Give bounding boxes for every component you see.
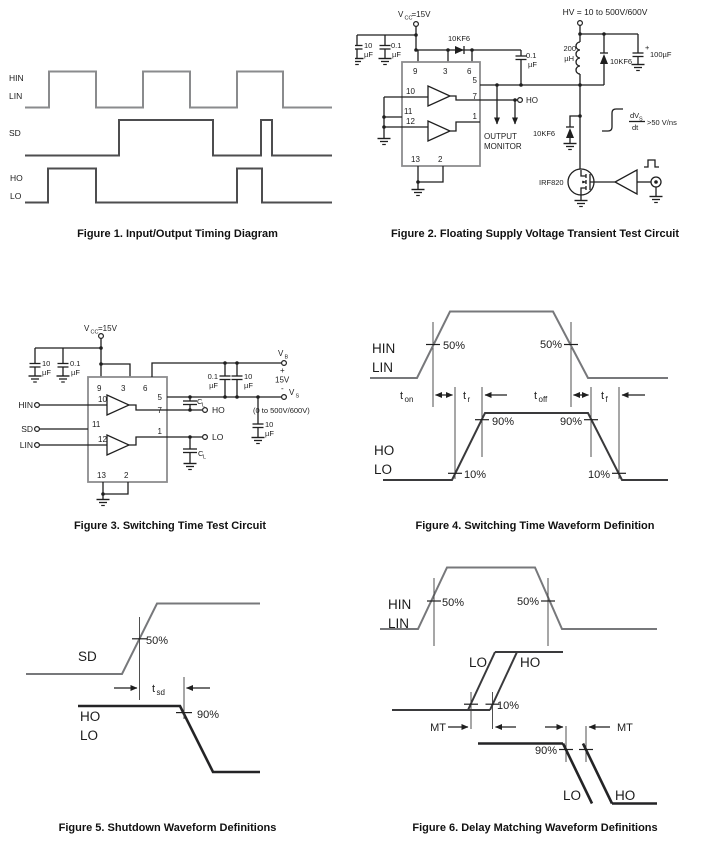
fig3-c01l-unit: µF	[71, 368, 80, 377]
pin-label-2: 2	[438, 155, 443, 164]
tr-label-sub: r	[467, 395, 471, 404]
fig1-label-sd: SD	[9, 128, 21, 138]
tf-label-sub: f	[605, 395, 608, 404]
capacitor-0p1uf-vb	[516, 56, 527, 60]
fig5-90pct: 90%	[197, 709, 220, 721]
fig4-90pct-rise: 90%	[492, 416, 515, 428]
vcc-terminal	[414, 22, 419, 27]
figure3-caption: Figure 3. Switching Time Test Circuit	[73, 520, 267, 532]
hin-lin-waveform	[25, 72, 332, 108]
fig2-ho-label: HO	[526, 96, 538, 105]
figure3-switching-time-test-circuit	[0, 250, 355, 512]
fig6-mt1-label: MT	[430, 722, 446, 734]
pin-label-13: 13	[411, 155, 420, 164]
hv-supply-label: HV = 10 to 500V/600V	[562, 7, 648, 17]
fig2-c100-label: 100µF	[650, 50, 672, 59]
output-monitor-line1: OUTPUT	[484, 132, 517, 141]
fig2-c10-unit: µF	[364, 50, 373, 59]
capacitor-100uf	[633, 34, 644, 64]
fig3-c10b-unit: µF	[265, 429, 274, 438]
figure2-transient-test-circuit	[355, 0, 715, 222]
lin-terminal	[35, 443, 40, 448]
hv-terminal	[578, 21, 583, 26]
fig6-lo2-label: LO	[562, 788, 581, 803]
ground-symbol	[97, 500, 110, 506]
fig5-50pct: 50%	[146, 635, 169, 647]
fig2-c01-value: 0.1	[391, 41, 402, 50]
fig4-90pct-fall: 90%	[559, 416, 582, 428]
hin-terminal	[35, 403, 40, 408]
fig3-lo-label: LO	[212, 432, 224, 442]
pin-label-5: 5	[157, 393, 162, 402]
ground-symbol	[412, 190, 425, 196]
fig3-vs-label: V	[289, 388, 295, 397]
fig4-50pct-rise: 50%	[443, 340, 466, 352]
fig3-vb-sub: B	[284, 354, 289, 361]
fig3-c01r-unit: µF	[209, 381, 218, 390]
fig2-d2-label: 10KF6	[610, 57, 633, 66]
fig6-ho1-label: HO	[520, 655, 541, 670]
reference-lines-50	[434, 578, 548, 646]
capacitor-cl-high	[183, 397, 197, 410]
fig6-90pct: 90%	[534, 745, 557, 757]
fig3-c01l-value: 0.1	[70, 359, 81, 368]
fig3-c10r-value: 10	[244, 372, 253, 381]
dvdt-rate: >50 V/ns	[647, 118, 677, 127]
diode-10kf6-clamp	[600, 34, 608, 85]
figure4-caption: Figure 4. Switching Time Waveform Definition	[415, 520, 655, 532]
ho-lo-waveform	[78, 706, 260, 772]
fig2-c100-plus: +	[645, 43, 650, 52]
figure4-switching-waveform	[355, 250, 715, 512]
fig3-c10r-unit: µF	[244, 381, 253, 390]
pin-label-10: 10	[98, 395, 107, 404]
pin-label-11: 11	[404, 107, 413, 116]
fig4-label-lo: LO	[374, 462, 393, 477]
pin-label-1: 1	[157, 427, 162, 436]
fig3-cl1-sub: L	[202, 402, 206, 409]
ground-symbol	[575, 201, 588, 207]
fig5-label-lo: LO	[80, 728, 99, 743]
toff-label-sub: off	[538, 395, 548, 404]
capacitor-10uf	[355, 46, 363, 50]
fig3-cl2-sub: L	[203, 454, 207, 461]
vb-terminal	[282, 361, 287, 366]
fig2-d1-label: 10KF6	[448, 34, 471, 43]
fig2-c01-unit: µF	[392, 50, 401, 59]
pin-label-5: 5	[472, 76, 477, 85]
fig4-label-ho: HO	[374, 443, 395, 458]
ground-symbol	[29, 376, 42, 382]
ground-symbol	[632, 65, 645, 71]
fig3-c01r-value: 0.1	[207, 372, 218, 381]
ground-symbol	[564, 144, 577, 150]
fig2-vcc-sub: CC	[404, 15, 413, 22]
fig3-vb-label: V	[278, 349, 284, 358]
fig2-c01b-unit: µF	[528, 60, 537, 69]
tr-label: t	[463, 390, 467, 402]
vcc-terminal	[99, 334, 104, 339]
fig6-lo1-label: LO	[468, 655, 487, 670]
ground-symbol	[355, 59, 364, 65]
diode-10kf6-gate	[566, 127, 574, 138]
ground-symbol	[252, 438, 265, 444]
fig3-lin-label: LIN	[19, 440, 33, 450]
fig1-label-ho: HO	[10, 173, 23, 183]
capacitor-0p1uf	[58, 364, 69, 368]
fig3-vs-sub: S	[295, 393, 300, 400]
fig6-label-lin: LIN	[388, 616, 410, 631]
fig3-vs-range: (0 to 500V/600V)	[253, 406, 310, 415]
ton-label-sub: on	[404, 395, 414, 404]
capacitor-0p1uf	[380, 46, 391, 50]
fig3-vcc-label: V	[84, 324, 90, 333]
fig3-c10l-value: 10	[42, 359, 51, 368]
ground-symbol	[379, 59, 392, 65]
toff-label: t	[534, 390, 538, 402]
pulse-generator-connector	[651, 177, 661, 187]
fig4-label-lin: LIN	[372, 360, 394, 375]
pin-label-3: 3	[443, 67, 448, 76]
pin-label-6: 6	[467, 67, 472, 76]
pin-label-12: 12	[98, 435, 107, 444]
pin-label-9: 9	[413, 67, 418, 76]
ic-chip	[402, 62, 480, 166]
fig3-hin-label: HIN	[18, 400, 33, 410]
fig2-c01b-value: 0.1	[526, 51, 537, 60]
tsd-label-sub: sd	[156, 688, 165, 697]
pin-label-7: 7	[472, 92, 477, 101]
pin-label-1: 1	[472, 112, 477, 121]
output-monitor-line2: MONITOR	[484, 142, 522, 151]
capacitor-cl-low	[183, 437, 197, 463]
dvdt-denominator: dt	[632, 123, 639, 132]
ground-symbol	[184, 464, 197, 470]
ho-terminal	[518, 98, 523, 103]
pin-label-6: 6	[143, 384, 148, 393]
figure5-shutdown-waveform	[0, 545, 355, 815]
fig5-label-ho: HO	[80, 709, 101, 724]
sd-waveform	[25, 120, 332, 156]
fig3-vcc-value: =15V	[98, 324, 117, 333]
fig1-label-lo: LO	[10, 191, 22, 201]
figure1-timing-diagram	[0, 0, 355, 222]
capacitor-0p1uf-vb	[220, 363, 231, 397]
fig2-vcc-value: =15V	[411, 10, 431, 19]
mosfet-irf820	[568, 169, 615, 195]
sd-terminal	[35, 427, 40, 432]
figure1-caption: Figure 1. Input/Output Timing Diagram	[77, 228, 278, 240]
figure6-caption: Figure 6. Delay Matching Waveform Definitions	[412, 822, 658, 834]
figure6-delay-matching-waveform	[355, 545, 715, 815]
fig3-sd-label: SD	[21, 424, 33, 434]
pin-label-2: 2	[124, 471, 129, 480]
dvdt-numerator-sub: S	[639, 116, 643, 123]
vs-terminal	[282, 395, 287, 400]
tf-label: t	[601, 390, 605, 402]
fig2-mosfet-label: IRF820	[539, 178, 564, 187]
fig2-vcc-label: V	[398, 10, 404, 19]
fig6-ho2-label: HO	[615, 788, 636, 803]
pin-label-3: 3	[121, 384, 126, 393]
fig2-d3-label: 10KF6	[533, 129, 556, 138]
fig3-vcc-sub: CC	[90, 329, 99, 336]
fig3-cl2-label: C	[198, 449, 204, 458]
reference-lines	[140, 617, 185, 719]
tsd-label: t	[152, 683, 156, 695]
fig6-50pct-fall: 50%	[516, 596, 539, 608]
percent-ticks	[132, 639, 192, 713]
ground-symbol	[650, 197, 663, 203]
fig2-ind-unit: µH	[564, 54, 574, 63]
fig3-15v-label: 15V	[275, 375, 290, 385]
ton-label: t	[400, 390, 404, 402]
ground-symbol	[378, 139, 391, 145]
fig3-c10l-unit: µF	[42, 368, 51, 377]
hin-lin-waveform	[370, 312, 668, 379]
fig6-mt2-label: MT	[617, 722, 633, 734]
pin-label-7: 7	[157, 406, 162, 415]
inductor-200uh	[576, 42, 580, 74]
fig3-plus-label: +	[280, 366, 285, 375]
dvdt-numerator: dV	[630, 111, 640, 120]
capacitor-10uf-vb	[232, 363, 243, 397]
fig4-10pct-rise: 10%	[464, 469, 487, 481]
fig5-label-sd: SD	[78, 649, 97, 664]
fig1-label-lin: LIN	[9, 91, 23, 101]
pin-label-10: 10	[406, 87, 415, 96]
ho-lo-waveform	[25, 169, 332, 203]
fig2-ind-value: 200	[563, 44, 576, 53]
figure2-caption: Figure 2. Floating Supply Voltage Transient Test Circuit	[390, 228, 680, 240]
pin-label-13: 13	[97, 471, 106, 480]
fig3-cl1-label: C	[197, 397, 203, 406]
pin-label-9: 9	[97, 384, 102, 393]
capacitor-10uf-vs	[253, 397, 264, 437]
fig4-50pct-fall: 50%	[539, 339, 562, 351]
fig3-ho-label: HO	[212, 405, 225, 415]
figure5-caption: Figure 5. Shutdown Waveform Definitions	[58, 822, 277, 834]
fig3-c10b-value: 10	[265, 420, 274, 429]
percent-ticks	[426, 345, 626, 474]
fig4-label-hin: HIN	[372, 341, 396, 356]
fig6-50pct-rise: 50%	[442, 597, 465, 609]
lo-terminal	[203, 435, 208, 440]
gate-driver-buffer	[615, 170, 637, 194]
fig2-c10-value: 10	[364, 41, 373, 50]
pulse-input-icon	[644, 160, 659, 167]
capacitor-10uf	[30, 364, 41, 368]
ho-lo-waveform	[383, 413, 668, 480]
fig3-minus-label: -	[281, 384, 284, 393]
fig6-10pct: 10%	[497, 700, 520, 712]
fig1-label-hin: HIN	[9, 73, 24, 83]
fig4-10pct-fall: 10%	[587, 469, 610, 481]
pin-label-11: 11	[92, 420, 101, 429]
ground-symbol	[57, 376, 70, 382]
diode-10kf6-bootstrap	[455, 46, 464, 54]
pin-label-12: 12	[406, 117, 415, 126]
fig6-label-hin: HIN	[388, 597, 412, 612]
dvdt-waveform-glyph	[602, 109, 623, 131]
